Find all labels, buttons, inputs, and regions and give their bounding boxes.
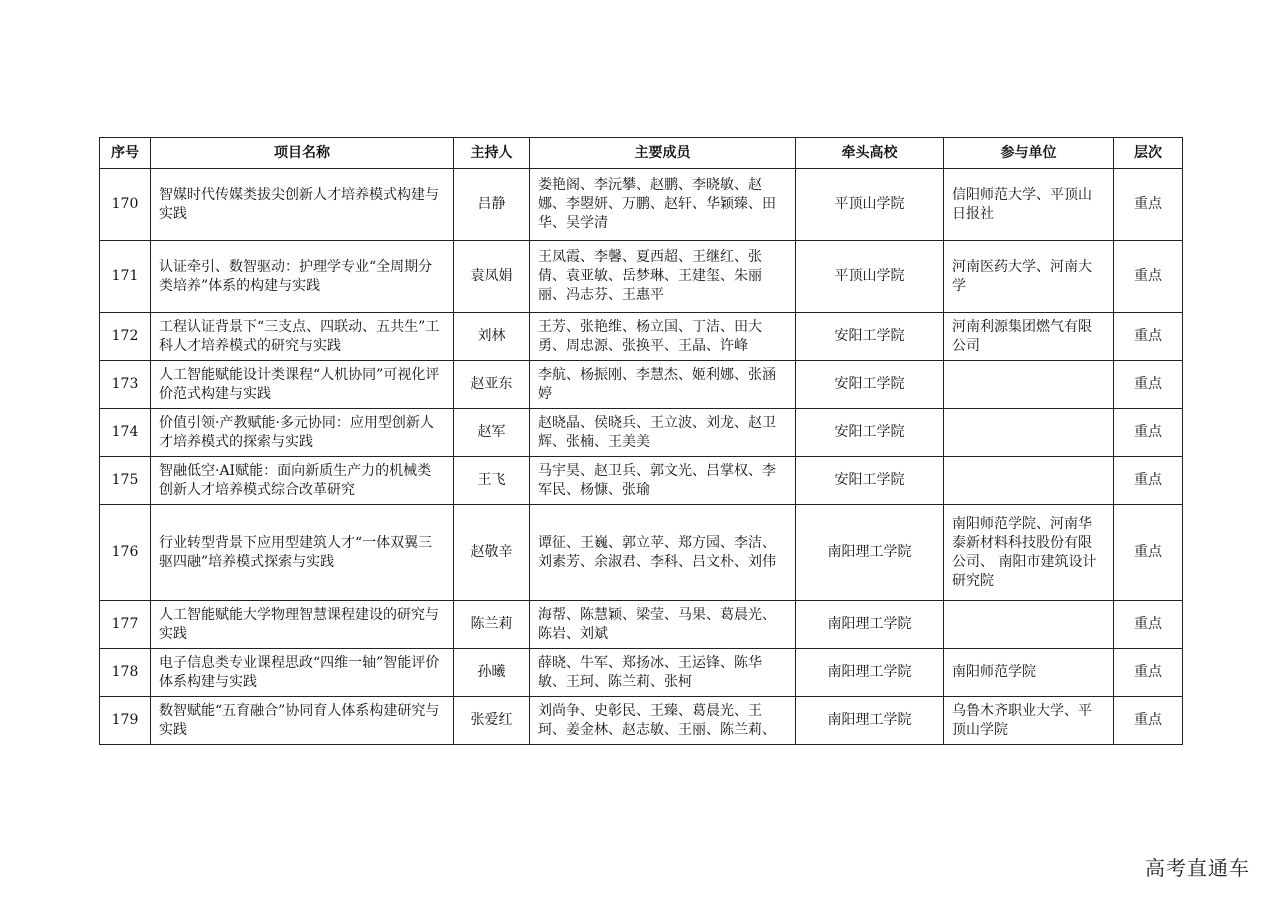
cell-members: 赵晓晶、侯晓兵、王立波、刘龙、赵卫辉、张楠、王美美 [530, 409, 796, 457]
table-row [100, 457, 1183, 505]
cell-no: 177 [100, 601, 151, 649]
cell-members: 刘尚争、史彰民、王臻、葛晨光、王珂、姜金林、赵志敏、王丽、陈兰莉、 [530, 697, 796, 745]
cell-host: 袁凤娟 [454, 241, 530, 313]
cell-lead-school: 安阳工学院 [796, 409, 944, 457]
cell-members: 海帮、陈慧颖、梁莹、马果、葛晨光、陈岩、刘斌 [530, 601, 796, 649]
cell-partners [944, 409, 1114, 457]
table-row [100, 409, 1183, 457]
cell-lead-school: 南阳理工学院 [796, 505, 944, 601]
cell-no: 170 [100, 169, 151, 241]
cell-members: 薛晓、牛军、郑扬冰、王运锋、陈华敏、王珂、陈兰莉、张柯 [530, 649, 796, 697]
cell-partners [944, 361, 1114, 409]
cell-partners: 乌鲁木齐职业大学、平顶山学院 [944, 697, 1114, 745]
cell-lead-school: 安阳工学院 [796, 361, 944, 409]
cell-project-name: 电子信息类专业课程思政“四维一轴”智能评价体系构建与实践 [151, 649, 454, 697]
cell-project-name: 智融低空·AI赋能：面向新质生产力的机械类创新人才培养模式综合改革研究 [151, 457, 454, 505]
cell-no: 176 [100, 505, 151, 601]
table-row [100, 601, 1183, 649]
cell-project-name: 工程认证背景下“三支点、四联动、五共生”工科人才培养模式的研究与实践 [151, 313, 454, 361]
header-lead-school: 牵头高校 [796, 138, 944, 169]
cell-lead-school: 南阳理工学院 [796, 649, 944, 697]
watermark: 高考直通车 [1145, 856, 1250, 880]
cell-no: 174 [100, 409, 151, 457]
cell-host: 赵军 [454, 409, 530, 457]
cell-host: 赵亚东 [454, 361, 530, 409]
cell-lead-school: 平顶山学院 [796, 169, 944, 241]
cell-level: 重点 [1114, 241, 1183, 313]
cell-partners: 河南医药大学、河南大学 [944, 241, 1114, 313]
cell-no: 173 [100, 361, 151, 409]
cell-project-name: 智媒时代传媒类拔尖创新人才培养模式构建与实践 [151, 169, 454, 241]
cell-no: 172 [100, 313, 151, 361]
cell-lead-school: 南阳理工学院 [796, 697, 944, 745]
cell-project-name: 数智赋能“五育融合”协同育人体系构建研究与实践 [151, 697, 454, 745]
cell-members: 王芳、张艳维、杨立国、丁洁、田大勇、周忠源、张换平、王晶、许峰 [530, 313, 796, 361]
header-members: 主要成员 [530, 138, 796, 169]
cell-members: 李航、杨振刚、李慧杰、姬利娜、张涵婷 [530, 361, 796, 409]
cell-project-name: 价值引领·产教赋能·多元协同：应用型创新人才培养模式的探索与实践 [151, 409, 454, 457]
table-row [100, 697, 1183, 745]
cell-host: 赵敬辛 [454, 505, 530, 601]
cell-host: 吕静 [454, 169, 530, 241]
table-row [100, 361, 1183, 409]
cell-host: 王飞 [454, 457, 530, 505]
header-project-name: 项目名称 [151, 138, 454, 169]
cell-level: 重点 [1114, 601, 1183, 649]
cell-members: 马宇昊、赵卫兵、郭文光、吕掌权、李军民、杨慷、张瑜 [530, 457, 796, 505]
table-header-row [100, 138, 1183, 169]
cell-partners: 南阳师范学院、河南华泰新材料科技股份有限公司、 南阳市建筑设计研究院 [944, 505, 1114, 601]
cell-level: 重点 [1114, 697, 1183, 745]
cell-level: 重点 [1114, 649, 1183, 697]
cell-partners: 南阳师范学院 [944, 649, 1114, 697]
cell-level: 重点 [1114, 313, 1183, 361]
project-table [99, 137, 1183, 745]
cell-level: 重点 [1114, 169, 1183, 241]
cell-members: 娄艳阁、李沅攀、赵鹏、李晓敏、赵娜、李曌妍、万鹏、赵轩、华颖臻、田华、吴学清 [530, 169, 796, 241]
cell-lead-school: 安阳工学院 [796, 313, 944, 361]
cell-lead-school: 平顶山学院 [796, 241, 944, 313]
table-row [100, 505, 1183, 601]
header-partners: 参与单位 [944, 138, 1114, 169]
cell-level: 重点 [1114, 361, 1183, 409]
table-row [100, 241, 1183, 313]
cell-host: 孙曦 [454, 649, 530, 697]
cell-level: 重点 [1114, 457, 1183, 505]
cell-project-name: 人工智能赋能设计类课程“人机协同”可视化评价范式构建与实践 [151, 361, 454, 409]
cell-level: 重点 [1114, 409, 1183, 457]
cell-partners [944, 457, 1114, 505]
cell-host: 刘林 [454, 313, 530, 361]
header-no: 序号 [100, 138, 151, 169]
cell-project-name: 人工智能赋能大学物理智慧课程建设的研究与实践 [151, 601, 454, 649]
table-row [100, 169, 1183, 241]
table-row [100, 649, 1183, 697]
cell-no: 179 [100, 697, 151, 745]
cell-project-name: 认证牵引、数智驱动：护理学专业“全周期分类培养”体系的构建与实践 [151, 241, 454, 313]
cell-members: 王凤霞、李馨、夏西超、王继红、张倩、袁亚敏、岳梦琳、王建玺、朱丽丽、冯志芬、王惠平 [530, 241, 796, 313]
header-host: 主持人 [454, 138, 530, 169]
cell-lead-school: 南阳理工学院 [796, 601, 944, 649]
cell-level: 重点 [1114, 505, 1183, 601]
cell-members: 谭征、王巍、郭立苹、郑方园、李洁、刘素芳、余淑君、李科、吕文朴、刘伟 [530, 505, 796, 601]
cell-project-name: 行业转型背景下应用型建筑人才“一体双翼三驱四融”培养模式探索与实践 [151, 505, 454, 601]
cell-partners: 河南利源集团燃气有限公司 [944, 313, 1114, 361]
cell-partners: 信阳师范大学、平顶山日报社 [944, 169, 1114, 241]
cell-lead-school: 安阳工学院 [796, 457, 944, 505]
header-level: 层次 [1114, 138, 1183, 169]
cell-host: 陈兰莉 [454, 601, 530, 649]
cell-partners [944, 601, 1114, 649]
cell-host: 张爱红 [454, 697, 530, 745]
cell-no: 175 [100, 457, 151, 505]
table-row [100, 313, 1183, 361]
cell-no: 178 [100, 649, 151, 697]
cell-no: 171 [100, 241, 151, 313]
